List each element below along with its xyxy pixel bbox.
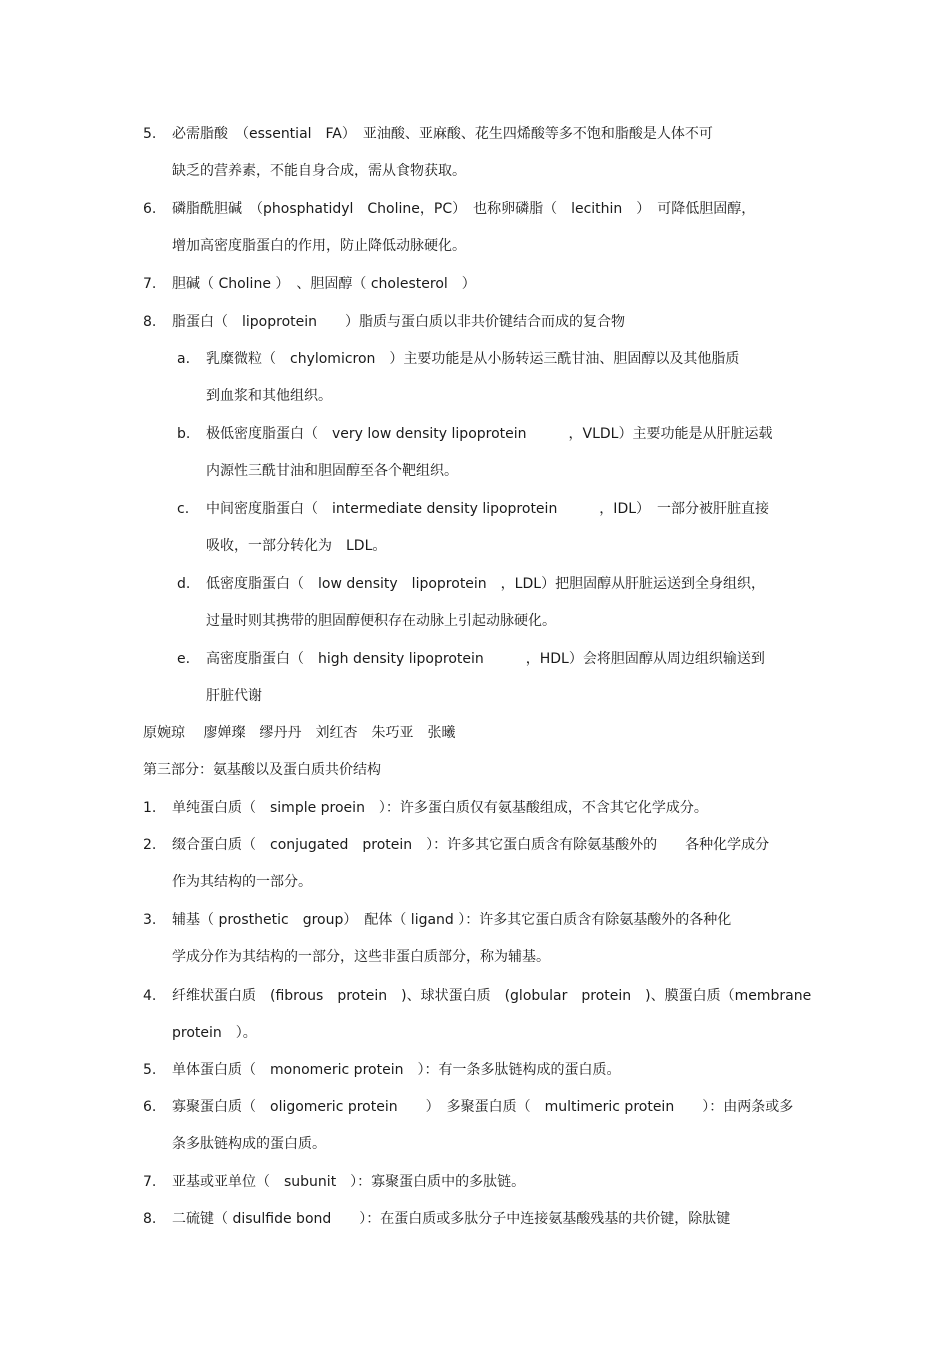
item-number: 2. [143, 837, 157, 853]
item-text: 磷脂酰胆碱 （phosphatidyl Choline，PC） 也称卵磷脂（ lecithin ） 可降低胆固醇， [172, 201, 756, 217]
subitem-letter: d. [177, 576, 191, 592]
item-text-continued: 缺乏的营养素，不能自身合成，需从食物获取。 [172, 163, 466, 179]
authors: 原婉琼 廖婵璨 缪丹丹 刘红杏 朱巧亚 张曦 [143, 725, 456, 741]
subitem-letter: e. [177, 651, 191, 667]
item-text: 纤维状蛋白质 (fibrous protein )、球状蛋白质 (globular protein )、膜蛋白质（membrane [172, 988, 812, 1004]
item-number: 7. [143, 276, 157, 292]
subitem-text: 低密度脂蛋白（ low density lipoprotein ，LDL）把胆固醇从肝脏运送到全身组织， [206, 576, 766, 592]
subitem-text-continued: 过量时则其携带的胆固醇便积存在动脉上引起动脉硬化。 [206, 613, 556, 629]
item-text-continued: protein ）。 [172, 1025, 257, 1041]
item-number: 8. [143, 1211, 157, 1227]
item-text-continued: 条多肽链构成的蛋白质。 [172, 1136, 326, 1152]
item-number: 6. [143, 1099, 157, 1115]
subitem-text: 中间密度脂蛋白（ intermediate density lipoprotein ，IDL） 一部分被肝脏直接 [206, 501, 770, 517]
item-number: 3. [143, 912, 157, 928]
item-number: 5. [143, 1062, 157, 1078]
item-number: 4. [143, 988, 157, 1004]
subitem-text-continued: 吸收，一部分转化为 LDL。 [206, 538, 387, 554]
item-number: 7. [143, 1174, 157, 1190]
item-text: 缀合蛋白质（ conjugated protein ）：许多其它蛋白质含有除氨基酸外的 各种化学成分 [172, 837, 770, 853]
subitem-text-continued: 内源性三酰甘油和胆固醇至各个靶组织。 [206, 463, 458, 479]
subitem-text: 高密度脂蛋白（ high density lipoprotein ，HDL）会将胆固醇从周边组织输送到 [206, 651, 765, 667]
item-text: 胆碱（ Choline ） 、胆固醇（ cholesterol ） [172, 276, 476, 292]
item-number: 8. [143, 314, 157, 330]
subitem-letter: c. [177, 501, 190, 517]
item-text: 二硫键（ disulfide bond ）：在蛋白质或多肽分子中连接氨基酸残基的共价键，除肽键 [172, 1211, 731, 1227]
subitem-letter: b. [177, 426, 191, 442]
subitem-letter: a. [177, 351, 191, 367]
item-text-continued: 作为其结构的一部分。 [172, 874, 312, 890]
item-text: 辅基（ prosthetic group） 配体（ ligand ）：许多其它蛋白质含有除氨基酸外的各种化 [172, 912, 732, 928]
item-text-continued: 学成分作为其结构的一部分，这些非蛋白质部分，称为辅基。 [172, 949, 550, 965]
item-number: 5. [143, 126, 157, 142]
item-number: 1. [143, 800, 157, 816]
subitem-text: 极低密度脂蛋白（ very low density lipoprotein ，VLDL）主要功能是从肝脏运载 [206, 426, 773, 442]
subitem-text: 乳糜微粒（ chylomicron ）主要功能是从小肠转运三酰甘油、胆固醇以及其他脂质 [206, 351, 740, 367]
item-text-continued: 增加高密度脂蛋白的作用，防止降低动脉硬化。 [172, 238, 466, 254]
item-text: 单纯蛋白质（ simple proein ）：许多蛋白质仅有氨基酸组成，不含其它化学成分。 [172, 800, 708, 816]
section-title: 第三部分：氨基酸以及蛋白质共价结构 [143, 762, 381, 778]
item-text: 脂蛋白（ lipoprotein ）脂质与蛋白质以非共价键结合而成的复合物 [172, 314, 625, 330]
subitem-text-continued: 肝脏代谢 [206, 688, 262, 704]
item-text: 必需脂酸 （essential FA） 亚油酸、亚麻酸、花生四烯酸等多不饱和脂酸是人体不可 [172, 126, 713, 142]
item-text: 亚基或亚单位（ subunit ）：寡聚蛋白质中的多肽链。 [172, 1174, 526, 1190]
item-number: 6. [143, 201, 157, 217]
item-text: 寡聚蛋白质（ oligomeric protein ） 多聚蛋白质（ multimeric protein ）：由两条或多 [172, 1099, 794, 1115]
item-text: 单体蛋白质（ monomeric protein ）：有一条多肽链构成的蛋白质。 [172, 1062, 621, 1078]
subitem-text-continued: 到血浆和其他组织。 [206, 388, 332, 404]
